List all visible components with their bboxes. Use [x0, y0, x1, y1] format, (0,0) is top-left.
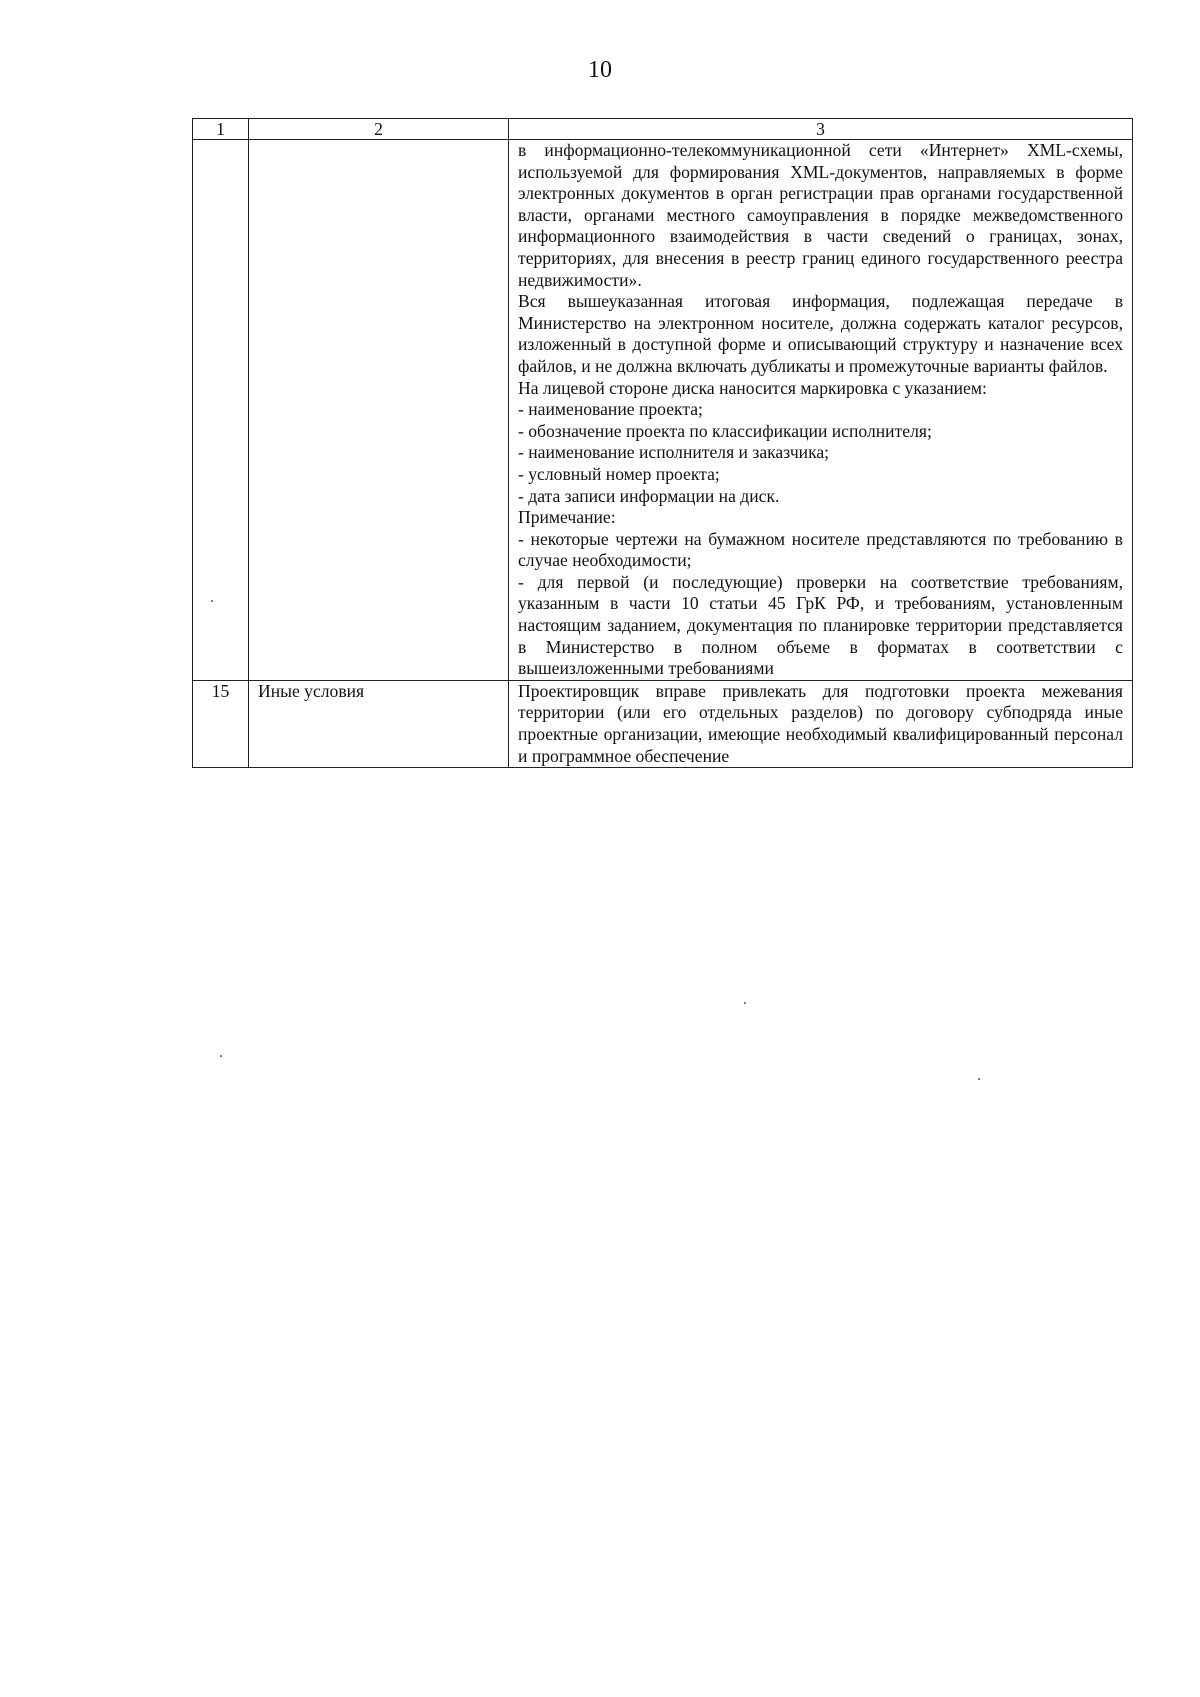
scan-speck [220, 1055, 222, 1057]
row-number-cell [193, 140, 249, 681]
list-item-record-date: - дата записи информации на диск. [518, 485, 780, 506]
list-item-project-number: - условный номер проекта; [518, 463, 720, 484]
list-item-project-name: - наименование проекта; [518, 399, 703, 420]
header-cell-1: 1 [193, 119, 249, 140]
paragraph-final-information: Вся вышеуказанная итоговая информация, подлежащая передаче в Министерство на электронном носителе, должна содержать каталог ресурсов, изложенный в доступной форме и описывающий структуру и назначение всех файлов, и не должна включать дубликаты и промежуточные варианты файлов. [518, 291, 1123, 376]
row-content-cell [509, 140, 1133, 681]
row-label-cell: Иные условия [249, 680, 509, 767]
header-cell-3: 3 [509, 119, 1133, 140]
page-number: 10 [588, 57, 612, 83]
paragraph-disk-marking: На лицевой стороне диска наносится маркировка с указанием: [518, 377, 987, 398]
note-item-verification: - для первой (и последующие) проверки на соответствие требованиям, указанным в части 10 статьи 45 ГрК РФ, и требованиям, установленным настоящим заданием, документация по планировке территории представляется в Министерство в полном объеме в форматах в соответствии с вышеизложенными требованиями [518, 571, 1123, 679]
scan-speck [211, 600, 213, 602]
requirements-table [192, 118, 1133, 768]
list-item-executor-customer: - наименование исполнителя и заказчика; [518, 442, 830, 463]
row-content-cell [509, 680, 1133, 767]
table-row-15 [193, 680, 1133, 767]
table-header-row [193, 119, 1133, 140]
header-cell-2: 2 [249, 119, 509, 140]
scan-speck [744, 1002, 746, 1004]
row-number-cell: 15 [193, 680, 249, 767]
paragraph-subcontracting: Проектировщик вправе привлекать для подготовки проекта межевания территории (или его отдельных разделов) по договору субподряда иные проектные организации, имеющие необходимый квалифицированный персонал и программное обеспечение [518, 680, 1123, 766]
paragraph-xml-schema: в информационно-телекоммуникационной сети «Интернет» XML-схемы, используемой для формирования XML-документов, направляемых в форме электронных документов в орган регистрации прав органами государственной власти, органами местного самоуправления в порядке межведомственного информационного взаимодействия в части сведений о границах, зонах, территориях, для внесения в реестр границ единого государственного реестра недвижимости». [518, 140, 1123, 290]
list-item-project-designation: - обозначение проекта по классификации исполнителя; [518, 420, 932, 441]
scan-speck [978, 1078, 980, 1080]
note-item-drawings: - некоторые чертежи на бумажном носителе представляются по требованию в случае необходимости; [518, 528, 1123, 571]
row-label-cell [249, 140, 509, 681]
table-row-continuation [193, 140, 1133, 681]
note-heading: Примечание: [518, 507, 616, 528]
